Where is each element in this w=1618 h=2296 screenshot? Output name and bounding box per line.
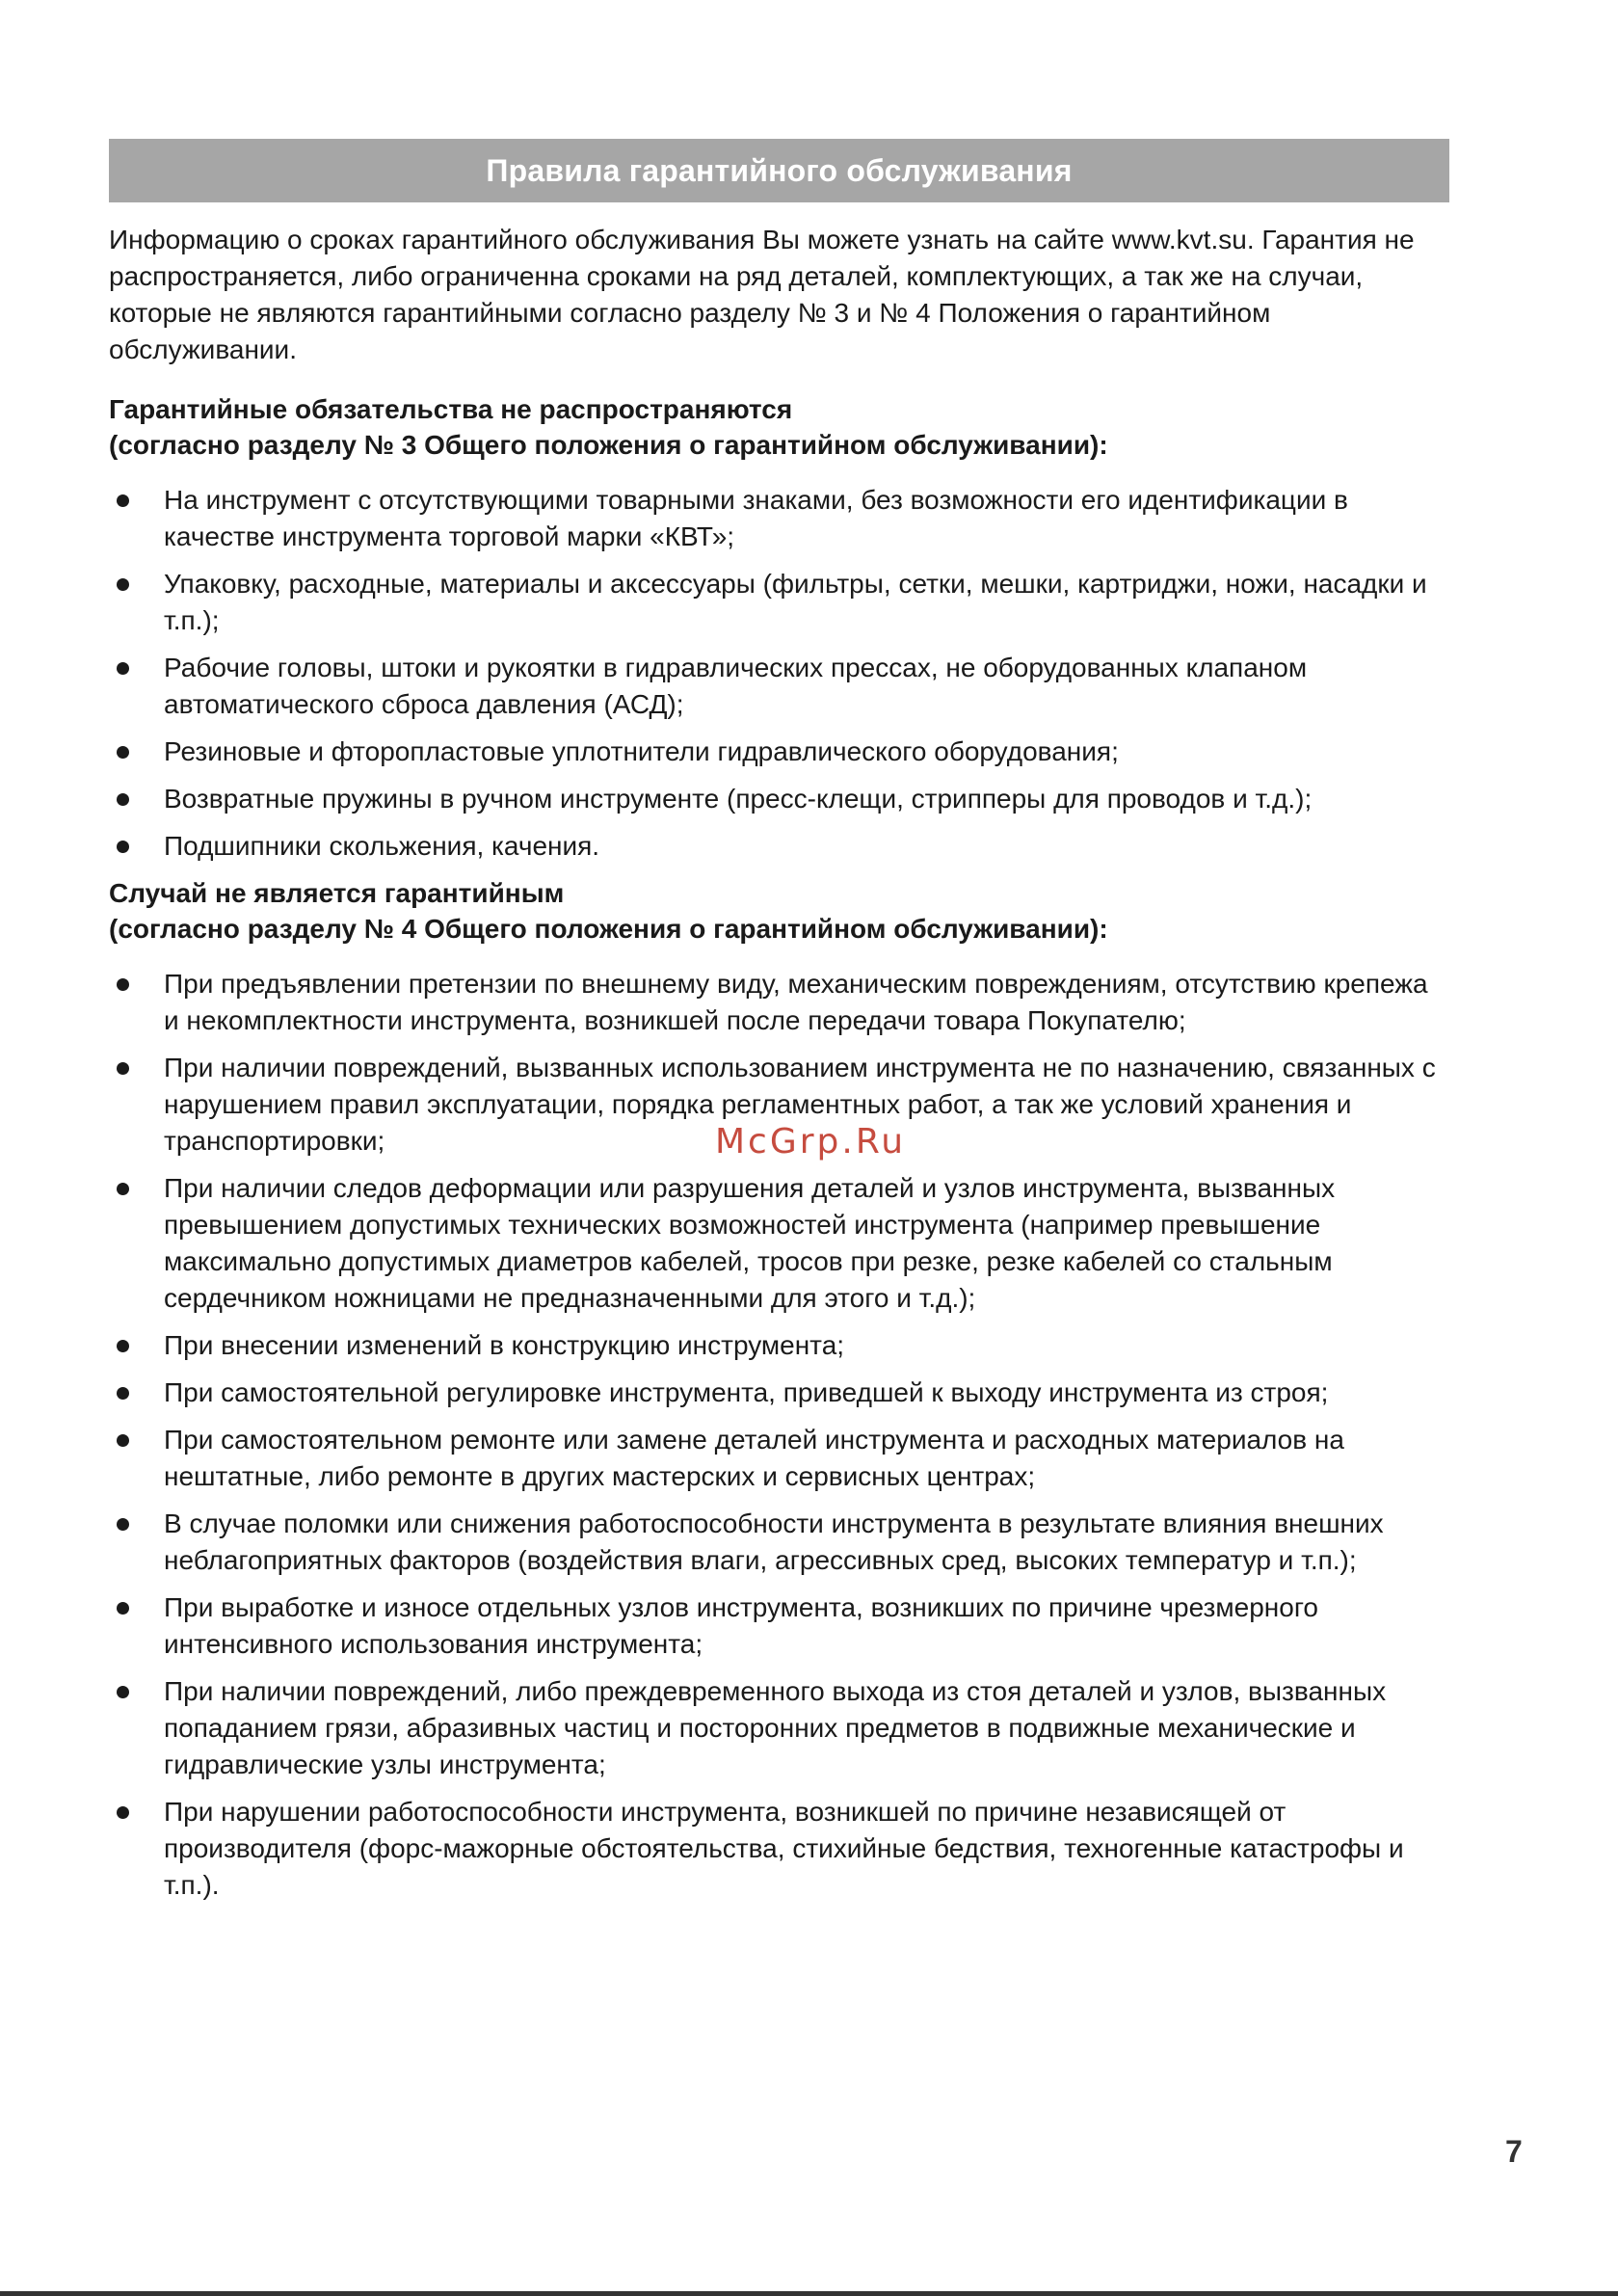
list-item-text: При самостоятельном ремонте или замене деталей инструмента и расходных материалов на нештатные, либо ремонте в других мастерских и сервисных центрах; <box>164 1425 1344 1491</box>
list-item <box>109 1506 1449 1579</box>
list-item <box>109 482 1449 555</box>
section1-heading <box>109 391 1449 463</box>
list-item-text: При самостоятельной регулировке инструмента, приведшей к выходу инструмента из строя; <box>164 1377 1329 1407</box>
bullet-icon <box>117 578 129 591</box>
list-item-text: На инструмент с отсутствующими товарными знаками, без возможности его идентификации в качестве инструмента торговой марки «КВТ»; <box>164 485 1348 551</box>
bullet-icon <box>117 1686 129 1698</box>
intro-paragraph: Информацию о сроках гарантийного обслуживания Вы можете узнать на сайте www.kvt.su. Гарантия не распространяется, либо ограниченна сроками на ряд деталей, комплектующих, а так же на случаи, которые не являются гарантийными согласно разделу № 3 и № 4 Положения о гарантийном обслуживании. <box>109 225 1415 364</box>
bottom-divider <box>0 2291 1618 2296</box>
list-item-text: При внесении изменений в конструкцию инструмента; <box>164 1330 845 1360</box>
list-item-text: При нарушении работоспособности инструмента, возникшей по причине независящей от производителя (форс-мажорные обстоятельства, стихийные бедствия, техногенные катастрофы и т.п.). <box>164 1797 1404 1900</box>
list-item <box>109 566 1449 639</box>
bullet-icon <box>117 1183 129 1195</box>
bullet-icon <box>117 1062 129 1075</box>
bullet-icon <box>117 746 129 759</box>
section2-list <box>109 966 1449 1904</box>
list-item <box>109 650 1449 723</box>
bullet-icon <box>117 1806 129 1819</box>
list-item <box>109 1422 1449 1495</box>
page-content <box>109 139 1449 1914</box>
list-item <box>109 1673 1449 1783</box>
bullet-icon <box>117 1340 129 1352</box>
page-title: Правила гарантийного обслуживания <box>486 152 1073 188</box>
section2-heading-line2: (согласно разделу № 4 Общего положения о гарантийном обслуживании): <box>109 914 1108 944</box>
list-item-text: При наличии повреждений, либо преждевременного выхода из стоя деталей и узлов, вызванных попаданием грязи, абразивных частиц и посторонних предметов в подвижные механические и гидравлические узлы инструмента; <box>164 1676 1387 1779</box>
list-item <box>109 828 1449 865</box>
bullet-icon <box>117 662 129 675</box>
list-item-text: Подшипники скольжения, качения. <box>164 831 600 861</box>
list-item <box>109 1327 1449 1364</box>
section2-heading <box>109 875 1449 947</box>
section2-heading-line1: Случай не является гарантийным <box>109 878 565 908</box>
list-item-text: При наличии следов деформации или разрушения деталей и узлов инструмента, вызванных превышением допустимых технических возможностей инструмента (например превышение максимально допустимых диаметров кабелей, тросов при резке, резке кабелей со стальным сердечником ножницами не предназначенными для этого и т.д.); <box>164 1173 1336 1313</box>
list-item <box>109 1170 1449 1317</box>
list-item-text: Резиновые и фторопластовые уплотнители гидравлического оборудования; <box>164 736 1119 766</box>
section1-heading-line2: (согласно разделу № 3 Общего положения о гарантийном обслуживании): <box>109 430 1108 460</box>
section1-heading-line1: Гарантийные обязательства не распространяются <box>109 394 793 424</box>
list-item-text: Рабочие головы, штоки и рукоятки в гидравлических прессах, не оборудованных клапаном автоматического сброса давления (АСД); <box>164 653 1308 719</box>
list-item <box>109 1794 1449 1904</box>
bullet-icon <box>117 1518 129 1531</box>
list-item-text: Возвратные пружины в ручном инструменте (пресс-клещи, стрипперы для проводов и т.д.); <box>164 784 1313 814</box>
bullet-icon <box>117 841 129 853</box>
section1-list <box>109 482 1449 865</box>
list-item-text: При наличии повреждений, вызванных использованием инструмента не по назначению, связанных с нарушением правил эксплуатации, порядка регламентных работ, а так же условий хранения и транспортировки; <box>164 1053 1436 1156</box>
list-item-text: Упаковку, расходные, материалы и аксессуары (фильтры, сетки, мешки, картриджи, ножи, насадки и т.п.); <box>164 569 1427 635</box>
bullet-icon <box>117 1602 129 1615</box>
bullet-icon <box>117 1434 129 1447</box>
list-item <box>109 1375 1449 1411</box>
list-item <box>109 781 1449 817</box>
list-item <box>109 734 1449 770</box>
list-item <box>109 1589 1449 1663</box>
bullet-icon <box>117 1387 129 1400</box>
list-item-text: При предъявлении претензии по внешнему виду, механическим повреждениям, отсутствию крепежа и некомплектности инструмента, возникшей после передачи товара Покупателю; <box>164 969 1428 1035</box>
section-title-bar <box>109 139 1449 202</box>
bullet-icon <box>117 978 129 991</box>
page-number: 7 <box>1505 2134 1523 2169</box>
list-item-text: При выработке и износе отдельных узлов инструмента, возникших по причине чрезмерного интенсивного использования инструмента; <box>164 1592 1318 1659</box>
list-item <box>109 966 1449 1039</box>
watermark-text: McGrp.Ru <box>715 1122 907 1161</box>
bullet-icon <box>117 793 129 806</box>
bullet-icon <box>117 494 129 507</box>
list-item-text: В случае поломки или снижения работоспособности инструмента в результате влияния внешних неблагоприятных факторов (воздействия влаги, агрессивных сред, высоких температур и т.п.); <box>164 1508 1384 1575</box>
